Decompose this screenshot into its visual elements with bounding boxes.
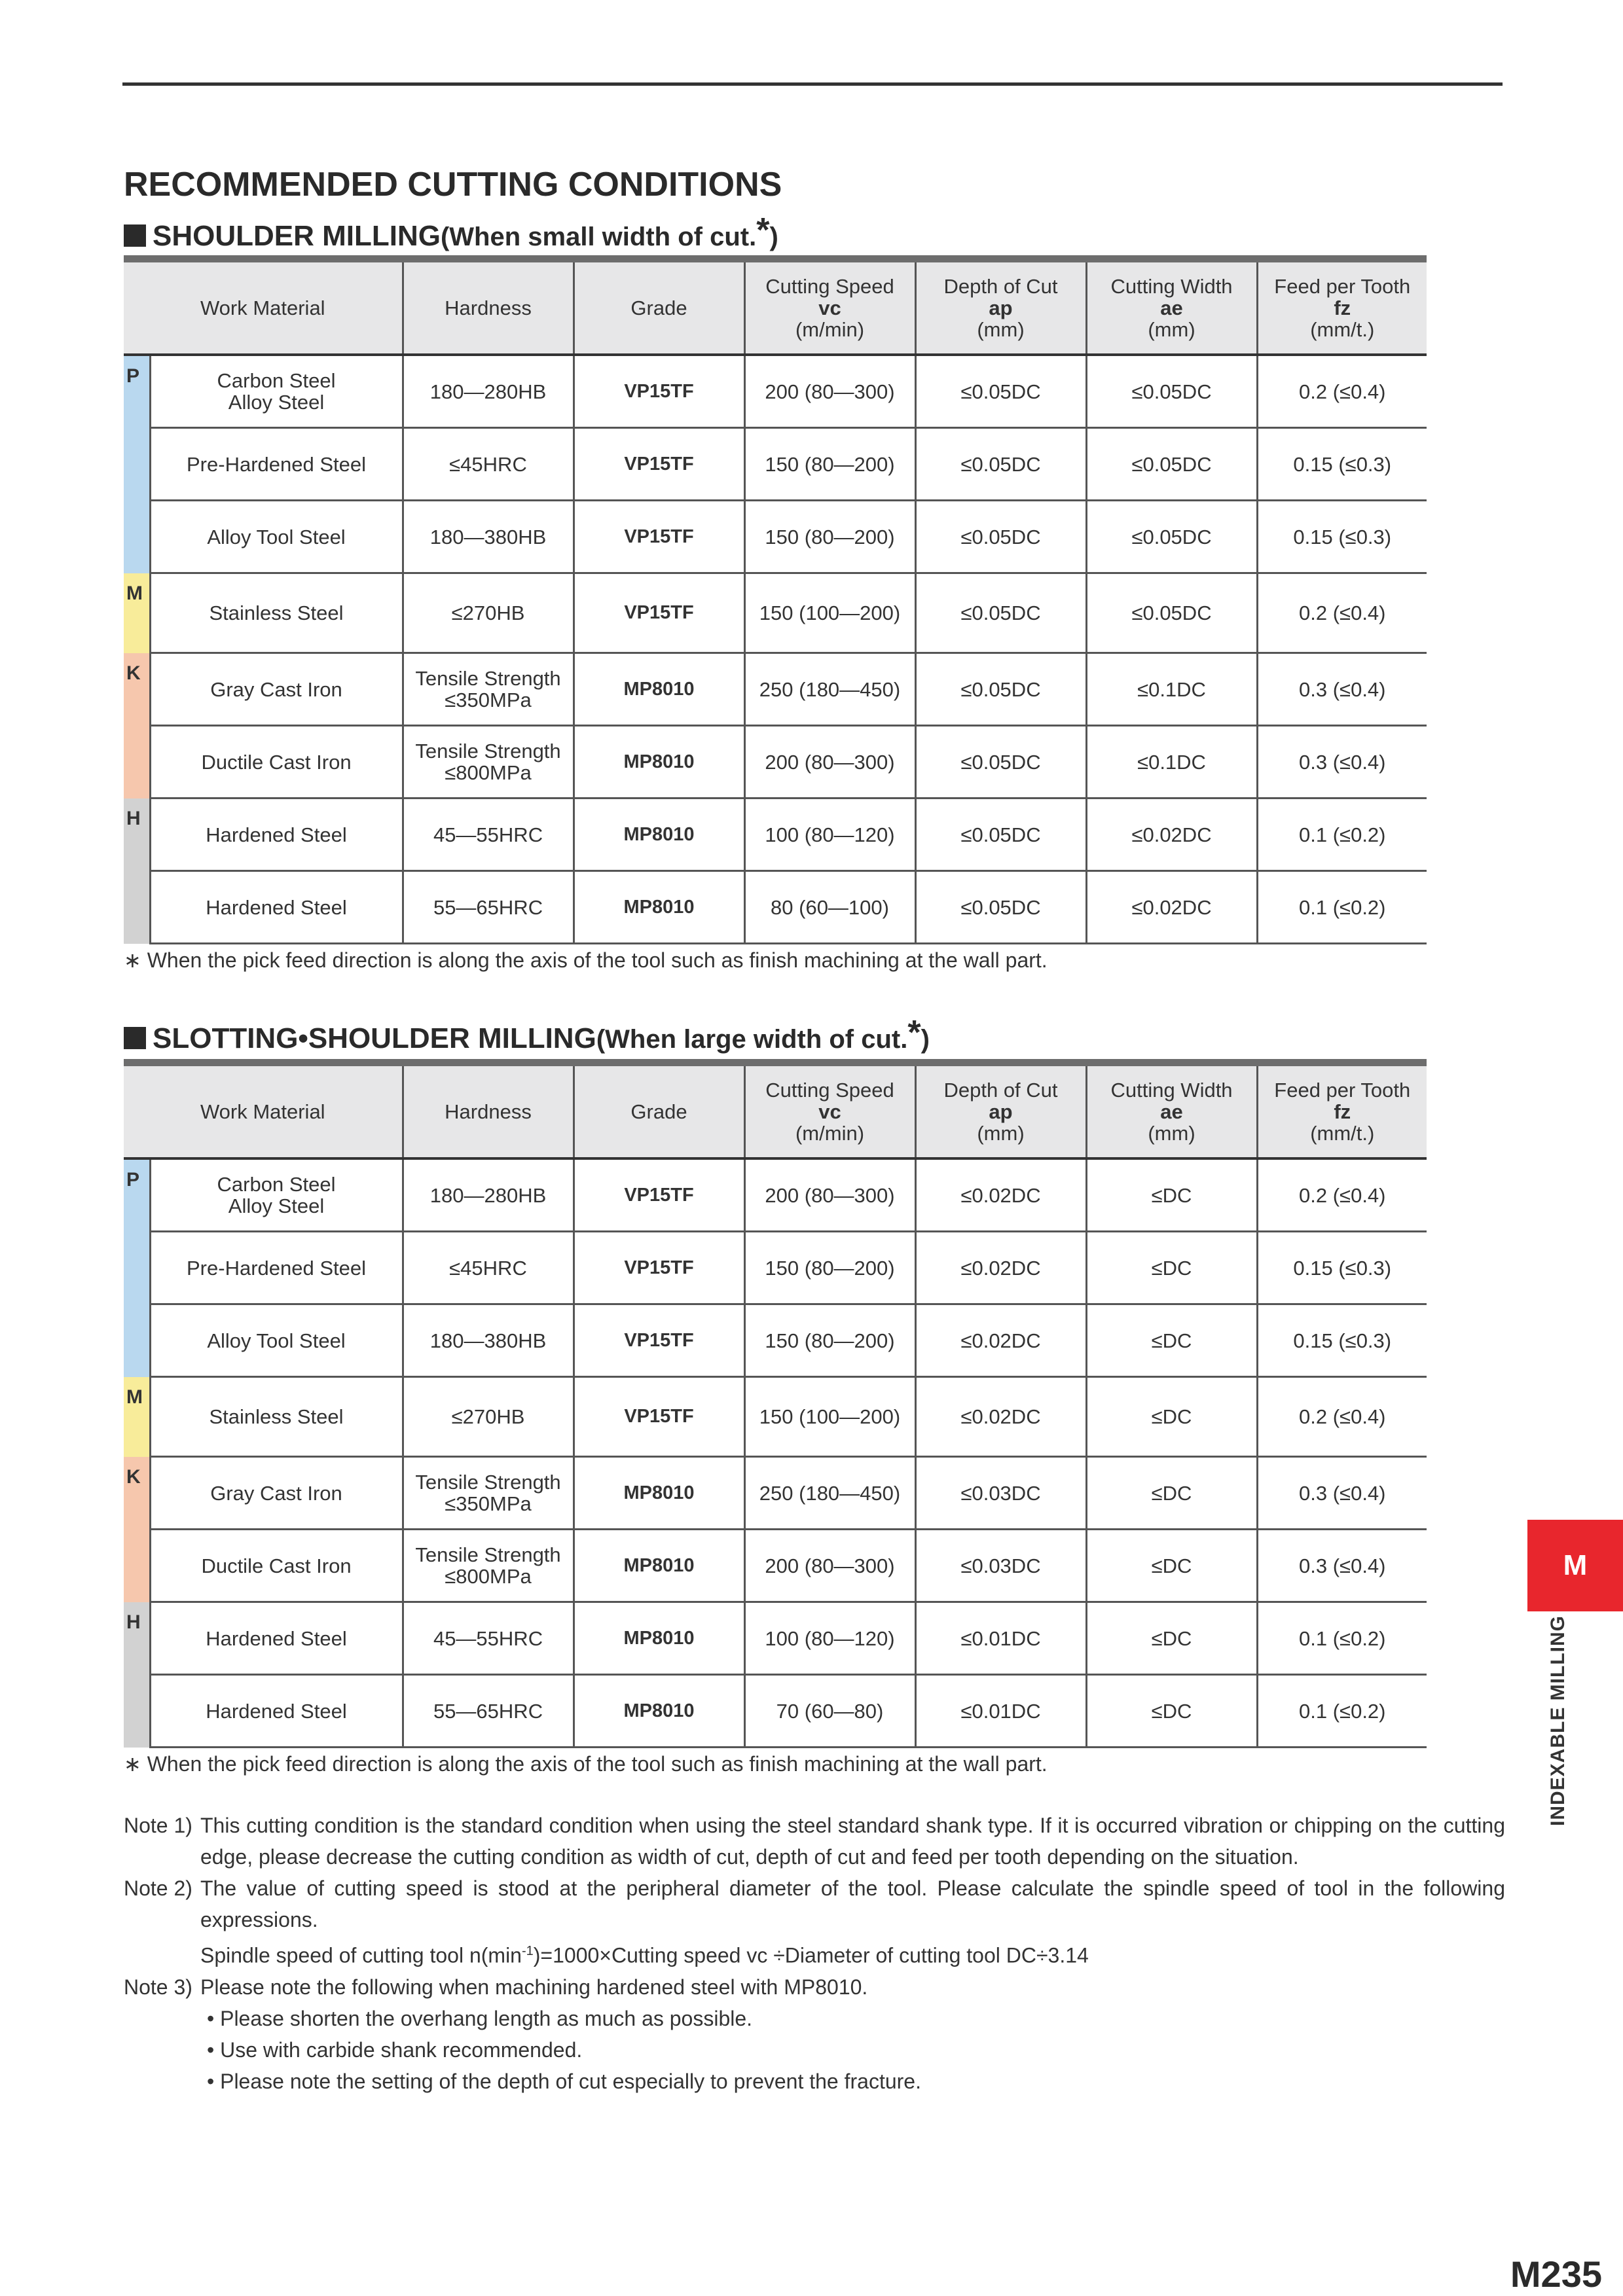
cell-cutting-speed: 200 (80—300) [744, 726, 915, 798]
section1-title-text: SHOULDER MILLING [153, 220, 441, 252]
cell-cutting-speed: 150 (80—200) [744, 1304, 915, 1377]
formula-sup: -1 [521, 1944, 534, 1958]
cell-feed-per-tooth: 0.15 (≤0.3) [1257, 1304, 1427, 1377]
cell-depth-of-cut: ≤0.02DC [915, 1232, 1086, 1304]
cell-material [150, 1602, 403, 1675]
header-work-material: Work Material [124, 1066, 403, 1158]
cell-material [150, 798, 403, 871]
table-row [124, 1232, 1427, 1304]
table-row [124, 1457, 1427, 1530]
cell-depth-of-cut: ≤0.05DC [915, 798, 1086, 871]
cell-depth-of-cut: ≤0.05DC [915, 501, 1086, 573]
header-depth-of-cut [915, 1066, 1086, 1158]
cell-material [150, 726, 403, 798]
cell-line: Carbon Steel [217, 1173, 336, 1196]
table1-body [124, 355, 1427, 944]
cell-line: Alloy Tool Steel [207, 1329, 346, 1352]
cell-cutting-speed: 80 (60—100) [744, 871, 915, 944]
header-line: (mm/t.) [1310, 1122, 1375, 1145]
cell-feed-per-tooth: 0.15 (≤0.3) [1257, 428, 1427, 501]
cell-line: Ductile Cast Iron [201, 1554, 352, 1577]
header-line: fz [1334, 296, 1351, 319]
cell-feed-per-tooth: 0.3 (≤0.4) [1257, 653, 1427, 726]
header-depth-of-cut [915, 262, 1086, 355]
section2-subtitle: (When large width of cut. [596, 1025, 908, 1054]
cell-line: 45—55HRC [433, 1626, 543, 1650]
cell-material [150, 871, 403, 944]
cell-line: 180—380HB [429, 525, 547, 548]
header-cutting-width [1086, 262, 1257, 355]
note-2-text: The value of cutting speed is stood at the peripheral diameter of the tool. Please calculate the spindle speed of tool in the following expressions. [200, 1876, 1505, 1931]
cell-feed-per-tooth: 0.2 (≤0.4) [1257, 1377, 1427, 1457]
cell-depth-of-cut: ≤0.01DC [915, 1602, 1086, 1675]
cell-cutting-speed: 150 (80—200) [744, 428, 915, 501]
table-row [124, 1530, 1427, 1602]
header-line: (mm) [977, 318, 1025, 341]
cell-depth-of-cut: ≤0.05DC [915, 653, 1086, 726]
category-marker-m: M [124, 1377, 150, 1457]
cell-hardness [403, 1232, 574, 1304]
cell-cutting-speed: 100 (80—120) [744, 1602, 915, 1675]
category-marker-p: P [124, 355, 150, 573]
cell-grade: VP15TF [574, 428, 744, 501]
formula-pre: Spindle speed of cutting tool n(min [200, 1943, 522, 1967]
notes-section [124, 1810, 1505, 2097]
cell-line: Tensile Strength [415, 1543, 561, 1566]
cell-line: 45—55HRC [433, 823, 543, 846]
cell-depth-of-cut: ≤0.02DC [915, 1377, 1086, 1457]
cell-material [150, 501, 403, 573]
cell-cutting-speed: 70 (60—80) [744, 1675, 915, 1748]
bullet-item: • Use with carbide shank recommended. [207, 2037, 583, 2062]
cell-line: 55—65HRC [433, 1699, 543, 1723]
table1-footnote: ∗ When the pick feed direction is along the axis of the tool such as finish machining at the wall part. [124, 948, 1048, 972]
cell-feed-per-tooth: 0.15 (≤0.3) [1257, 501, 1427, 573]
note-1 [124, 1810, 1505, 1873]
cell-feed-per-tooth: 0.1 (≤0.2) [1257, 1675, 1427, 1748]
category-marker-k: K [124, 1457, 150, 1602]
header-line: vc [818, 296, 841, 319]
cell-feed-per-tooth: 0.2 (≤0.4) [1257, 355, 1427, 428]
note-2-label: Note 2) [124, 1876, 192, 1900]
cell-grade: VP15TF [574, 1377, 744, 1457]
header-grade: Grade [574, 262, 744, 355]
header-feed-per-tooth [1257, 1066, 1427, 1158]
header-line: (mm) [1148, 1122, 1195, 1145]
cell-cutting-width: ≤0.05DC [1086, 355, 1257, 428]
cell-cutting-speed: 250 (180—450) [744, 1457, 915, 1530]
section-tab-m[interactable]: M [1527, 1520, 1623, 1611]
cell-grade: MP8010 [574, 871, 744, 944]
header-hardness: Hardness [403, 262, 574, 355]
cell-cutting-speed: 150 (80—200) [744, 1232, 915, 1304]
cell-hardness [403, 1602, 574, 1675]
cell-depth-of-cut: ≤0.03DC [915, 1530, 1086, 1602]
cell-material [150, 428, 403, 501]
page-number: M235 [1510, 2253, 1602, 2295]
cell-cutting-speed: 150 (100—200) [744, 1377, 915, 1457]
cell-hardness [403, 1158, 574, 1232]
header-line: Cutting Speed [765, 275, 894, 298]
header-line: Depth of Cut [943, 1079, 1058, 1102]
note-2 [124, 1873, 1505, 1935]
cell-grade: VP15TF [574, 1232, 744, 1304]
cell-depth-of-cut: ≤0.02DC [915, 1304, 1086, 1377]
cell-hardness [403, 1675, 574, 1748]
cell-line: ≤800MPa [445, 761, 532, 784]
cell-hardness [403, 653, 574, 726]
cell-hardness [403, 573, 574, 653]
cell-depth-of-cut: ≤0.01DC [915, 1675, 1086, 1748]
cell-grade: VP15TF [574, 501, 744, 573]
cell-cutting-width: ≤DC [1086, 1602, 1257, 1675]
cell-cutting-width: ≤0.1DC [1086, 653, 1257, 726]
cell-cutting-width: ≤DC [1086, 1304, 1257, 1377]
cell-grade: MP8010 [574, 1602, 744, 1675]
cell-line: Hardened Steel [206, 1626, 347, 1650]
header-cutting-speed [744, 262, 915, 355]
header-line: vc [818, 1100, 841, 1123]
cell-line: ≤270HB [451, 601, 525, 624]
cell-material [150, 1675, 403, 1748]
note-3-text: Please note the following when machining hardened steel with MP8010. [200, 1975, 868, 1999]
header-line: Cutting Width [1110, 275, 1233, 298]
cell-cutting-speed: 100 (80—120) [744, 798, 915, 871]
category-marker-h: H [124, 798, 150, 944]
header-line: Feed per Tooth [1274, 1079, 1411, 1102]
header-line: ae [1160, 1100, 1183, 1123]
table-row [124, 653, 1427, 726]
cell-line: Stainless Steel [209, 601, 344, 624]
cell-feed-per-tooth: 0.3 (≤0.4) [1257, 726, 1427, 798]
cell-line: ≤350MPa [445, 689, 532, 711]
table-row [124, 501, 1427, 573]
table1-container [124, 255, 1427, 944]
section2-close: ) [921, 1025, 930, 1054]
bullet-item: • Please shorten the overhang length as much as possible. [207, 2006, 753, 2030]
cell-line: Pre-Hardened Steel [187, 452, 366, 476]
cell-feed-per-tooth: 0.1 (≤0.2) [1257, 798, 1427, 871]
table2 [124, 1066, 1427, 1748]
cell-grade: MP8010 [574, 653, 744, 726]
cell-feed-per-tooth: 0.3 (≤0.4) [1257, 1530, 1427, 1602]
table2-container [124, 1059, 1427, 1748]
cell-material [150, 1530, 403, 1602]
cell-feed-per-tooth: 0.1 (≤0.2) [1257, 1602, 1427, 1675]
cell-line: ≤350MPa [445, 1492, 532, 1515]
page-title: RECOMMENDED CUTTING CONDITIONS [124, 166, 782, 204]
section1-subtitle: (When small width of cut. [440, 223, 757, 251]
table-row [124, 798, 1427, 871]
cell-material [150, 653, 403, 726]
table-row [124, 1675, 1427, 1748]
cell-hardness [403, 798, 574, 871]
table-row [124, 428, 1427, 501]
cell-line: Tensile Strength [415, 667, 561, 690]
section1-close: ) [769, 223, 778, 251]
category-marker-k: K [124, 653, 150, 798]
cell-material [150, 573, 403, 653]
cell-cutting-speed: 200 (80—300) [744, 1158, 915, 1232]
header-cutting-width [1086, 1066, 1257, 1158]
cell-hardness [403, 871, 574, 944]
section2-star: * [907, 1014, 921, 1052]
cell-line: Gray Cast Iron [210, 677, 342, 701]
cell-cutting-width: ≤0.05DC [1086, 573, 1257, 653]
cell-material [150, 355, 403, 428]
cell-cutting-speed: 200 (80—300) [744, 355, 915, 428]
cell-cutting-speed: 250 (180—450) [744, 653, 915, 726]
cell-hardness [403, 1457, 574, 1530]
header-cutting-speed [744, 1066, 915, 1158]
cell-material [150, 1457, 403, 1530]
cell-line: ≤45HRC [449, 452, 527, 476]
header-line: (mm) [1148, 318, 1195, 341]
cell-feed-per-tooth: 0.15 (≤0.3) [1257, 1232, 1427, 1304]
cell-grade: MP8010 [574, 726, 744, 798]
cell-cutting-width: ≤0.05DC [1086, 501, 1257, 573]
cell-depth-of-cut: ≤0.03DC [915, 1457, 1086, 1530]
cell-line: 180—380HB [429, 1329, 547, 1352]
section-side-label: INDEXABLE MILLING [1547, 1615, 1569, 1826]
cell-hardness [403, 501, 574, 573]
header-line: Cutting Speed [765, 1079, 894, 1102]
table-row [124, 573, 1427, 653]
section2-title [124, 1013, 930, 1055]
cell-hardness [403, 1377, 574, 1457]
cell-depth-of-cut: ≤0.05DC [915, 573, 1086, 653]
cell-cutting-width: ≤DC [1086, 1232, 1257, 1304]
cell-feed-per-tooth: 0.2 (≤0.4) [1257, 1158, 1427, 1232]
cell-cutting-width: ≤DC [1086, 1158, 1257, 1232]
formula-post: )=1000×Cutting speed vc ÷Diameter of cutting tool DC÷3.14 [533, 1943, 1089, 1967]
table-row [124, 355, 1427, 428]
cell-material [150, 1232, 403, 1304]
cell-line: ≤270HB [451, 1405, 525, 1428]
cell-material [150, 1158, 403, 1232]
header-line: Feed per Tooth [1274, 275, 1411, 298]
table2-body [124, 1158, 1427, 1748]
cell-material [150, 1304, 403, 1377]
table-row [124, 871, 1427, 944]
note-3 [124, 1971, 1505, 2003]
table-row [124, 726, 1427, 798]
header-line: fz [1334, 1100, 1351, 1123]
cell-line: 180—280HB [429, 1183, 547, 1207]
cell-cutting-width: ≤0.02DC [1086, 798, 1257, 871]
cell-grade: MP8010 [574, 1457, 744, 1530]
cell-grade: VP15TF [574, 355, 744, 428]
cell-cutting-width: ≤DC [1086, 1675, 1257, 1748]
cell-cutting-width: ≤DC [1086, 1530, 1257, 1602]
table1-topbar [124, 255, 1427, 262]
table-row [124, 1377, 1427, 1457]
header-line: ae [1160, 296, 1183, 319]
header-line: ap [989, 1100, 1013, 1123]
cell-line: Ductile Cast Iron [201, 750, 352, 774]
cell-hardness [403, 428, 574, 501]
note-1-text: This cutting condition is the standard condition when using the steel standard shank type. If it is occurred vibration or chipping on the cutting edge, please decrease the cutting condition as width of cut, depth of cut and feed per tooth depending on the situation. [200, 1814, 1505, 1869]
cell-cutting-width: ≤0.05DC [1086, 428, 1257, 501]
cell-line: Gray Cast Iron [210, 1481, 342, 1505]
table2-header-row [124, 1066, 1427, 1158]
cell-line: Hardened Steel [206, 1699, 347, 1723]
header-line: (m/min) [795, 1122, 865, 1145]
cell-hardness [403, 726, 574, 798]
formula-line [124, 1935, 1505, 1971]
header-hardness: Hardness [403, 1066, 574, 1158]
header-line: ap [989, 296, 1013, 319]
category-marker-m: M [124, 573, 150, 653]
section-square-icon [124, 1027, 146, 1049]
cell-depth-of-cut: ≤0.05DC [915, 428, 1086, 501]
cell-line: Hardened Steel [206, 823, 347, 846]
header-work-material: Work Material [124, 262, 403, 355]
cell-line: 55—65HRC [433, 895, 543, 919]
cell-hardness [403, 1530, 574, 1602]
bullet-item: • Please note the setting of the depth of cut especially to prevent the fracture. [207, 2069, 921, 2093]
cell-hardness [403, 355, 574, 428]
cell-grade: MP8010 [574, 798, 744, 871]
cell-line: Carbon Steel [217, 369, 336, 392]
section-square-icon [124, 224, 146, 247]
cell-line: 180—280HB [429, 380, 547, 403]
header-line: Depth of Cut [943, 275, 1058, 298]
cell-cutting-width: ≤0.1DC [1086, 726, 1257, 798]
cell-depth-of-cut: ≤0.05DC [915, 871, 1086, 944]
cell-line: Pre-Hardened Steel [187, 1256, 366, 1280]
cell-line: Alloy Tool Steel [207, 525, 346, 548]
cell-depth-of-cut: ≤0.02DC [915, 1158, 1086, 1232]
cell-line: Stainless Steel [209, 1405, 344, 1428]
cell-cutting-speed: 150 (100—200) [744, 573, 915, 653]
table2-topbar [124, 1059, 1427, 1066]
cell-line: Alloy Steel [228, 1194, 325, 1217]
cell-feed-per-tooth: 0.2 (≤0.4) [1257, 573, 1427, 653]
cell-cutting-speed: 150 (80—200) [744, 501, 915, 573]
section1-title [124, 211, 778, 253]
cell-grade: VP15TF [574, 1158, 744, 1232]
cell-material [150, 1377, 403, 1457]
cell-line: Tensile Strength [415, 740, 561, 762]
cell-line: Tensile Strength [415, 1471, 561, 1494]
category-marker-p: P [124, 1158, 150, 1377]
section1-star: * [756, 211, 770, 249]
table-row [124, 1304, 1427, 1377]
cell-feed-per-tooth: 0.1 (≤0.2) [1257, 871, 1427, 944]
cell-grade: VP15TF [574, 573, 744, 653]
table1 [124, 262, 1427, 944]
cell-cutting-width: ≤DC [1086, 1377, 1257, 1457]
cell-grade: VP15TF [574, 1304, 744, 1377]
note-3-label: Note 3) [124, 1975, 192, 1999]
cell-feed-per-tooth: 0.3 (≤0.4) [1257, 1457, 1427, 1530]
header-line: (m/min) [795, 318, 865, 341]
cell-line: ≤45HRC [449, 1256, 527, 1280]
table-row [124, 1158, 1427, 1232]
table-row [124, 1602, 1427, 1675]
header-feed-per-tooth [1257, 262, 1427, 355]
note-1-label: Note 1) [124, 1814, 192, 1837]
cell-cutting-width: ≤DC [1086, 1457, 1257, 1530]
cell-hardness [403, 1304, 574, 1377]
cell-depth-of-cut: ≤0.05DC [915, 355, 1086, 428]
table2-footnote: ∗ When the pick feed direction is along the axis of the tool such as finish machining at the wall part. [124, 1752, 1048, 1776]
header-line: Cutting Width [1110, 1079, 1233, 1102]
cell-depth-of-cut: ≤0.05DC [915, 726, 1086, 798]
category-marker-h: H [124, 1602, 150, 1748]
cell-line: ≤800MPa [445, 1565, 532, 1588]
header-line: (mm/t.) [1310, 318, 1375, 341]
table1-header-row [124, 262, 1427, 355]
top-rule [122, 82, 1503, 86]
header-grade: Grade [574, 1066, 744, 1158]
cell-line: Alloy Steel [228, 391, 325, 414]
header-line: (mm) [977, 1122, 1025, 1145]
cell-line: Hardened Steel [206, 895, 347, 919]
cell-grade: MP8010 [574, 1530, 744, 1602]
cell-cutting-speed: 200 (80—300) [744, 1530, 915, 1602]
cell-grade: MP8010 [574, 1675, 744, 1748]
cell-cutting-width: ≤0.02DC [1086, 871, 1257, 944]
section2-title-text: SLOTTING•SHOULDER MILLING [153, 1022, 596, 1054]
